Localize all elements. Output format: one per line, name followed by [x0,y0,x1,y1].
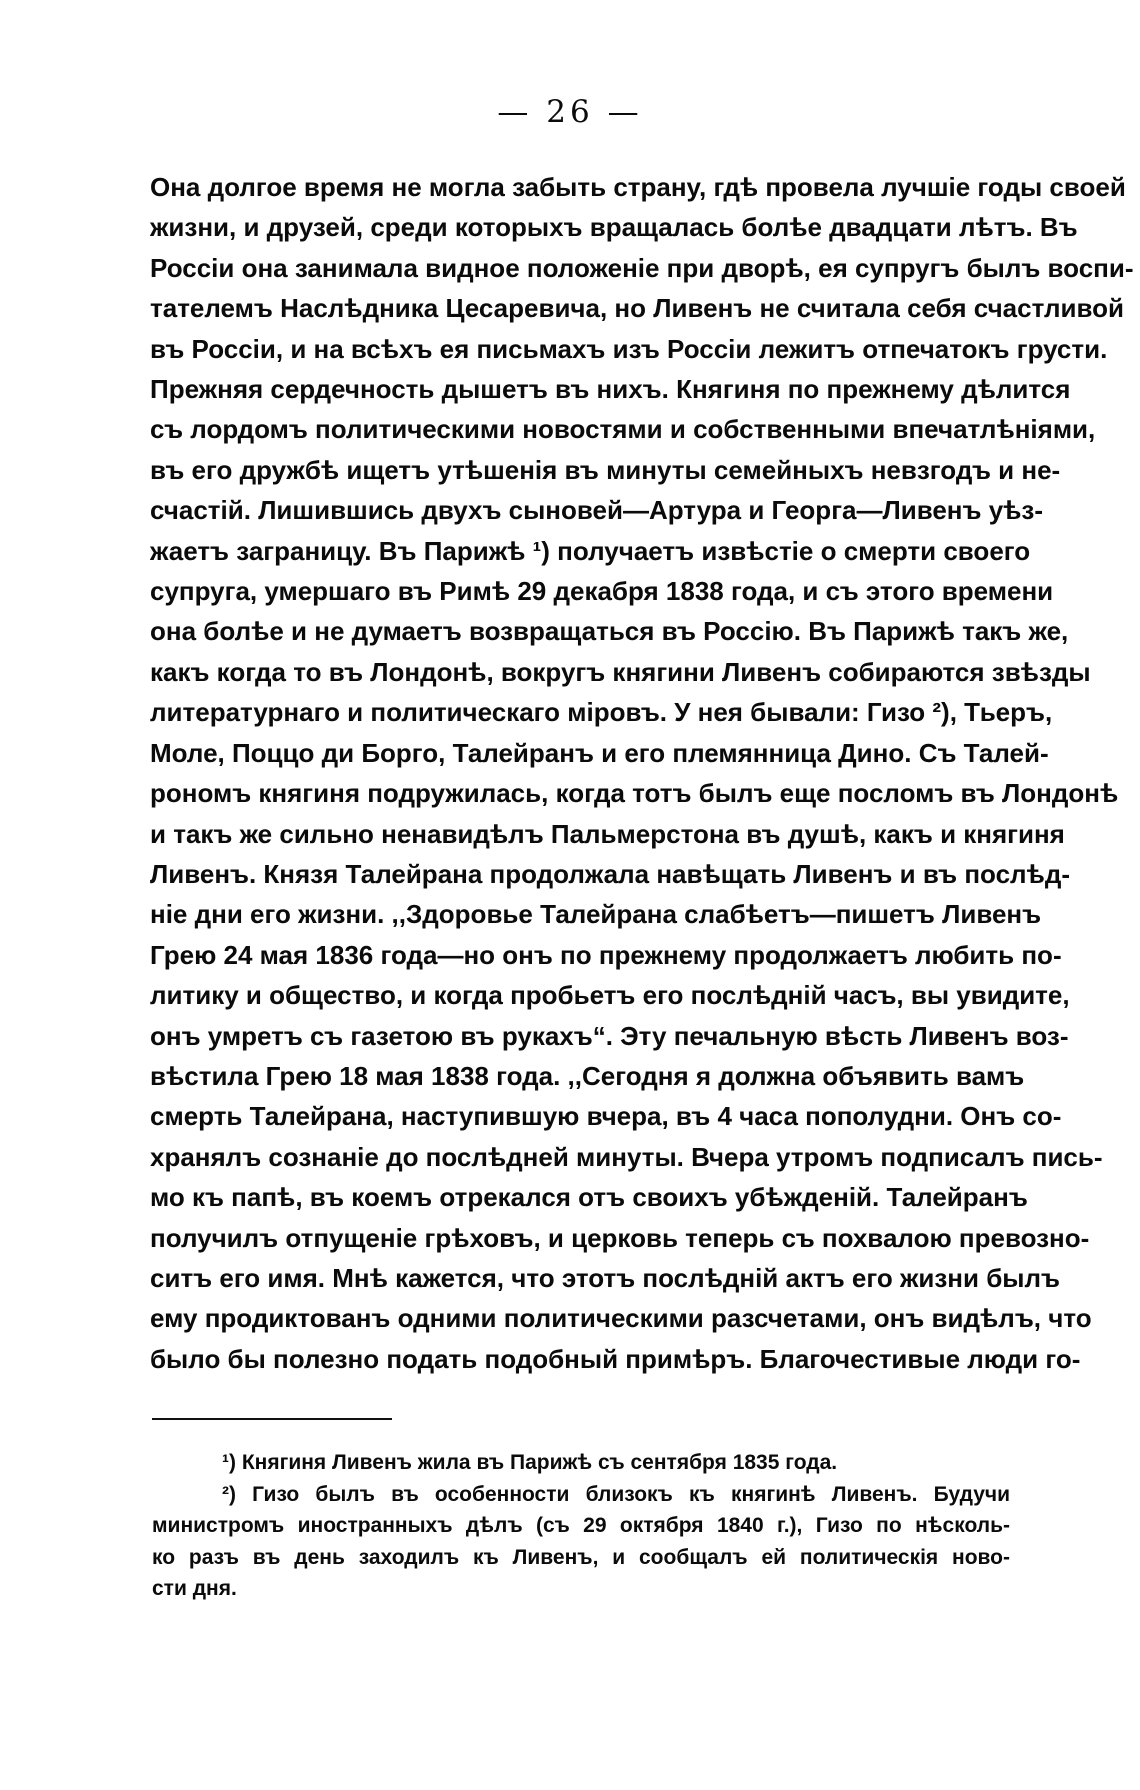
text-line: смерть Талейрана, наступившую вчера, въ 4 часа пополудни. Онъ со- [150,1101,1062,1132]
main-text [150,167,1134,1379]
text-line: онъ умретъ съ газетою въ рукахъ“. Эту печальную вѣсть Ливенъ воз- [150,1020,1069,1051]
text-line: счастій. Лишившись двухъ сыновей—Артура и Георга—Ливенъ уѣз- [150,495,1044,526]
text-line: съ лордомъ политическими новостями и собственными впечатлѣніями, [150,414,1096,445]
text-line: ему продиктованъ одними политическими разсчетами, онъ видѣлъ, что [150,1303,1092,1334]
text-line: было бы полезно подать подобный примѣръ. Благочестивые люди го- [150,1343,1081,1374]
page-number: — 26 — [497,94,643,130]
text-line: Моле, Поццо ди Борго, Талейранъ и его племянница Дино. Съ Талей- [150,737,1049,768]
footnote-line: ко разъ въ день заходилъ къ Ливенъ, и сообщалъ ей политическія ново- [152,1545,1010,1569]
text-line: она болѣе и не думаетъ возвращаться въ Россію. Въ Парижѣ такъ же, [150,616,1069,647]
text-line: ситъ его имя. Мнѣ кажется, что этотъ послѣдній актъ его жизни былъ [150,1262,1060,1293]
text-line: жизни, и друзей, среди которыхъ вращалась болѣе двадцати лѣтъ. Въ [150,212,1078,243]
text-line: Россіи она занимала видное положеніе при дворѣ, ея супругъ былъ воспи- [150,252,1134,283]
text-line: вѣстила Грею 18 мая 1838 года. ,,Сегодня я должна объявить вамъ [150,1060,1025,1091]
footnote-line: ¹) Княгиня Ливенъ жила въ Парижѣ съ сентября 1835 года. [222,1451,838,1474]
text-line: Грею 24 мая 1836 года—но онъ по прежнему продолжаетъ любить по- [150,939,1062,970]
text-line: въ Россіи, и на всѣхъ ея письмахъ изъ Россіи лежитъ отпечатокъ грусти. [150,333,1108,364]
text-line: получилъ отпущеніе грѣховъ, и церковь теперь съ похвалою превозно- [150,1222,1090,1253]
text-line: какъ когда то въ Лондонѣ, вокругъ княгини Ливенъ собираются звѣзды [150,656,1091,687]
text-line: и такъ же сильно ненавидѣлъ Пальмерстона въ душѣ, какъ и княгиня [150,818,1065,849]
text-line: въ его дружбѣ ищетъ утѣшенія въ минуты семейныхъ невзгодъ и не- [150,454,1061,485]
text-line: Прежняя сердечность дышетъ въ нихъ. Княгиня по прежнему дѣлится [150,374,1071,405]
text-line: тателемъ Наслѣдника Цесаревича, но Ливенъ не считала себя счастливой [150,293,1124,324]
footnote-line: ²) Гизо былъ въ особенности близокъ къ княгинѣ Ливенъ. Будучи [222,1482,1010,1506]
footnote-line: министромъ иностранныхъ дѣлъ (съ 29 октября 1840 г.), Гизо по нѣсколь- [152,1514,1010,1537]
text-line: литику и общество, и когда пробьетъ его послѣдній часъ, вы увидите, [150,980,1070,1011]
footnote-divider [152,1418,392,1420]
text-line: супруга, умершаго въ Римѣ 29 декабря 1838 года, и съ этого времени [150,576,1054,607]
text-line: ніе дни его жизни. ,,Здоровье Талейрана слабѣетъ—пишетъ Ливенъ [150,899,1042,930]
text-line: Она долгое время не могла забыть страну, гдѣ провела лучшіе годы своей [150,172,1126,202]
text-line: мо къ папѣ, въ коемъ отрекался отъ своихъ убѣжденій. Талейранъ [150,1182,1028,1213]
text-line: рономъ княгиня подружилась, когда тотъ былъ еще посломъ въ Лондонѣ [150,778,1119,809]
text-line: Ливенъ. Князя Талейрана продолжала навѣщать Ливенъ и въ послѣд- [150,858,1070,889]
footnote-line: сти дня. [152,1577,237,1600]
footnotes [152,1447,1010,1605]
text-line: жаетъ заграницу. Въ Парижѣ ¹) получаетъ извѣстіе о смерти своего [150,535,1031,566]
text-line: литературнаго и политическаго міровъ. У нея бывали: Гизо ²), Тьеръ, [150,697,1053,728]
text-line: хранялъ сознаніе до послѣдней минуты. Вчера утромъ подписалъ пись- [150,1141,1103,1172]
